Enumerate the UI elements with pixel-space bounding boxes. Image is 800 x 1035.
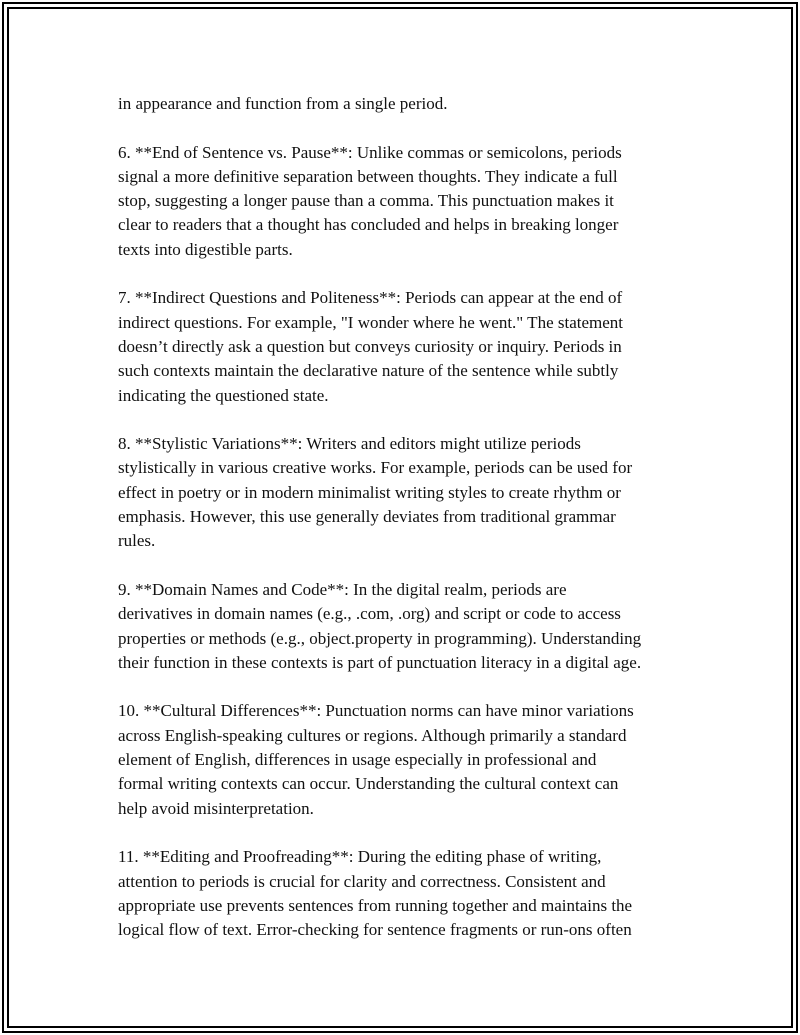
paragraph-stylistic-variations: 8. **Stylistic Variations**: Writers and editors might utilize periods stylistically in various creative works. For example, periods can be used for effect in poetry or in modern minimalist writing styles to create rhythm or emphasis. However, this use generally deviates from traditional grammar rules. [118, 434, 633, 551]
paragraph-end-of-sentence: 6. **End of Sentence vs. Pause**: Unlike commas or semicolons, periods signal a more definitive separation between thoughts. They indicate a full stop, suggesting a longer pause than a comma. This punctuation makes it clear to readers that a thought has concluded and helps in breaking longer texts into digestible parts. [118, 142, 622, 259]
document-body [118, 92, 698, 967]
paragraph-continuation: in appearance and function from a single period. [118, 94, 448, 113]
paragraph-cultural-differences: 10. **Cultural Differences**: Punctuation norms can have minor variations across English-speaking cultures or regions. Although primarily a standard element of English, differences in usage especially in professional and formal writing contexts can occur. Understanding the cultural context can help avoid misinterpretation. [118, 701, 634, 818]
paragraph-domain-names: 9. **Domain Names and Code**: In the digital realm, periods are derivatives in domain names (e.g., .com, .org) and script or code to access properties or methods (e.g., object.property in programming). Understanding their function in these contexts is part of punctuation literacy in a digital age. [118, 579, 642, 672]
paragraph-indirect-questions: 7. **Indirect Questions and Politeness**: Periods can appear at the end of indirect questions. For example, "I wonder where he went." The statement doesn’t directly ask a question but conveys curiosity or inquiry. Periods in such contexts maintain the declarative nature of the sentence while subtly indicating the questioned state. [118, 288, 624, 405]
paragraph-editing-proofreading: 11. **Editing and Proofreading**: During the editing phase of writing, attention to periods is crucial for clarity and correctness. Consistent and appropriate use prevents sentences from running together and maintains the logical flow of text. Error-checking for sentence fragments or run-ons often [118, 847, 633, 940]
